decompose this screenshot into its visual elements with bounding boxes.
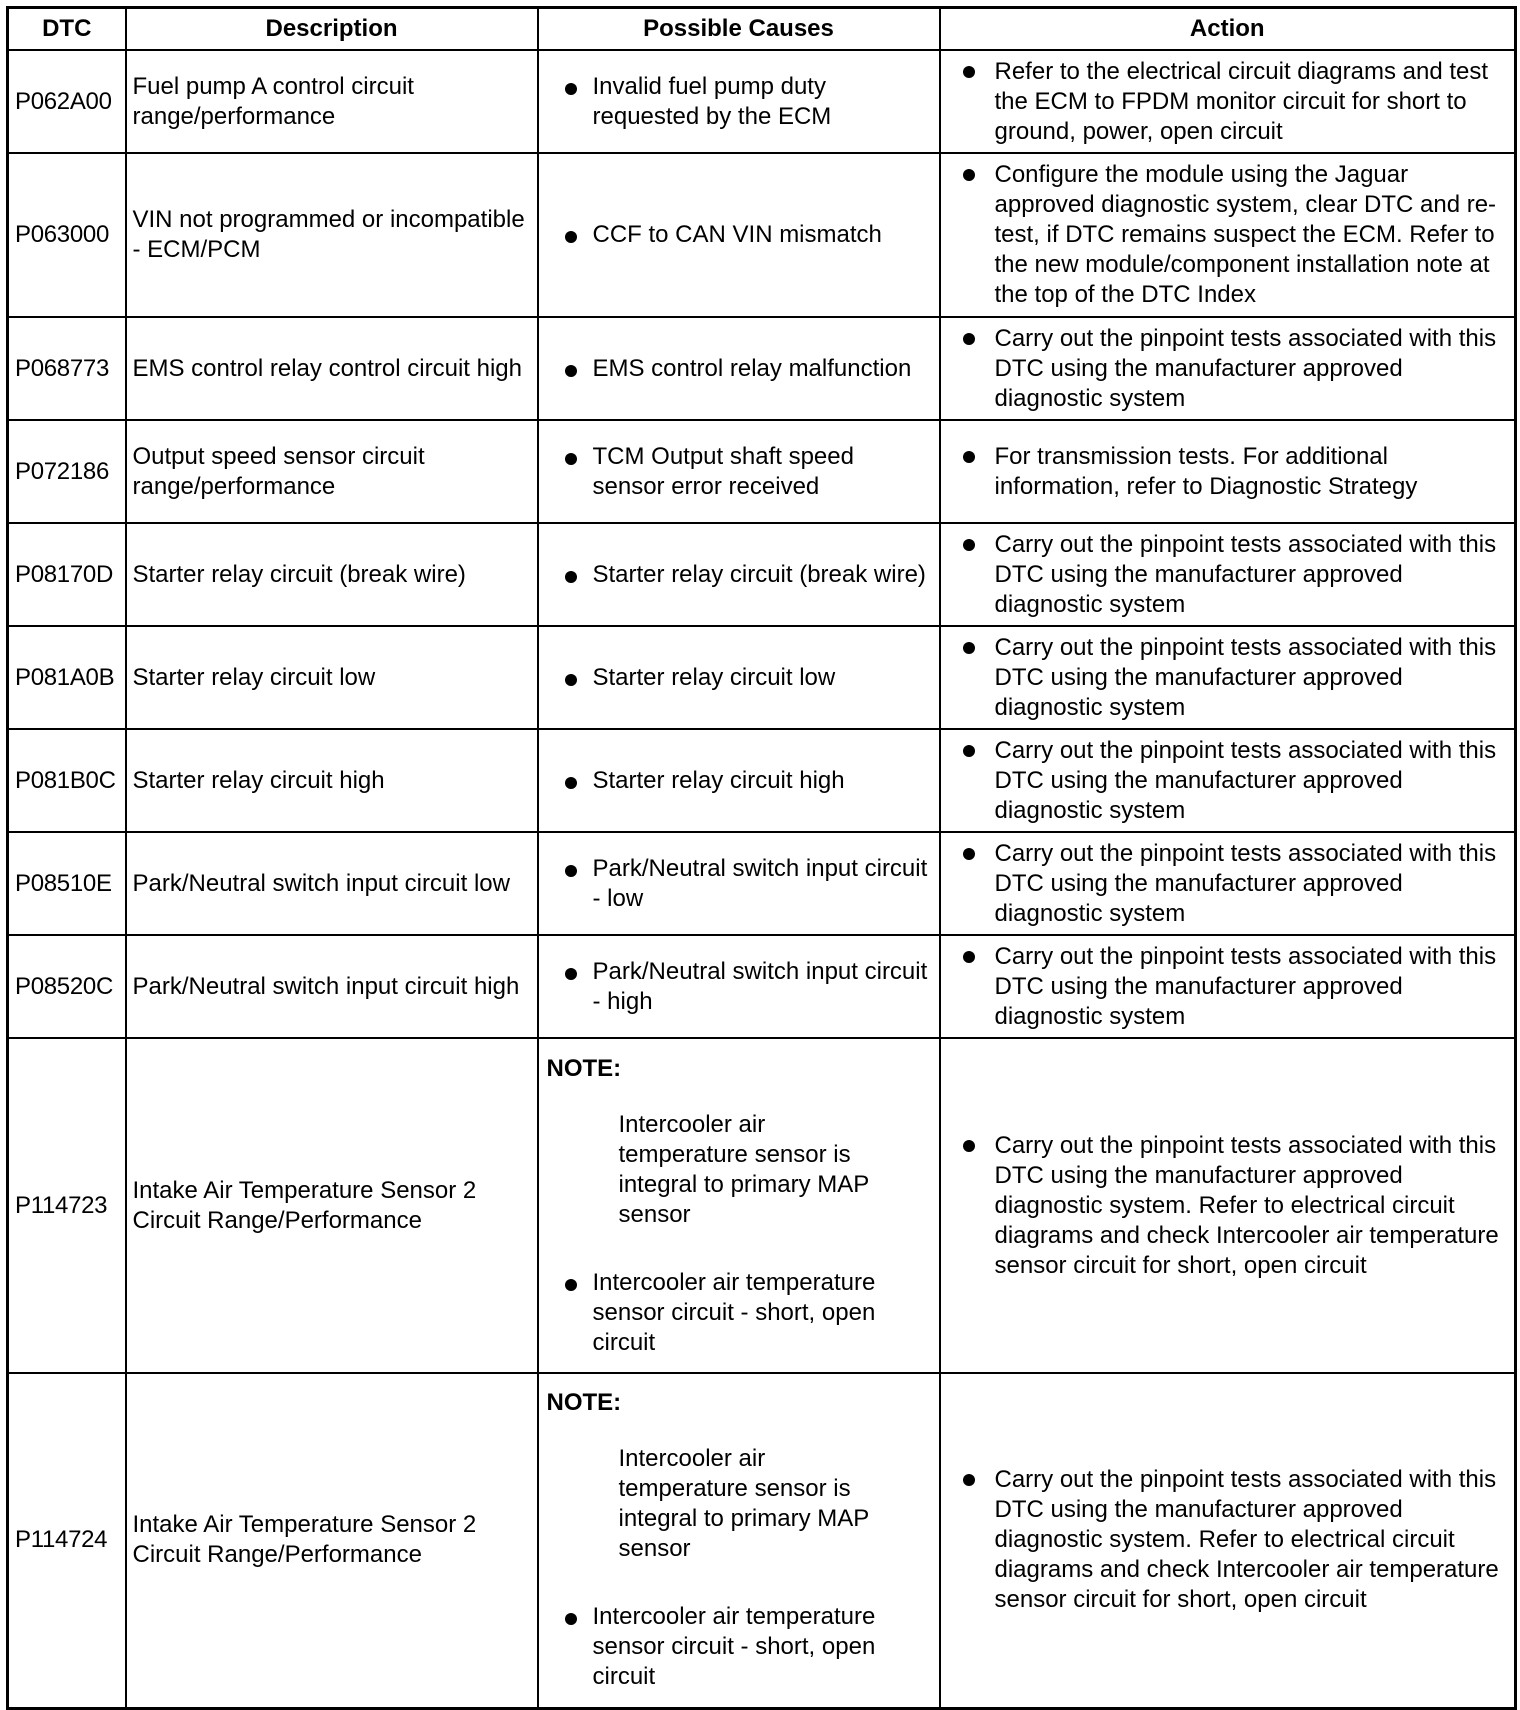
- note-text: Intercooler air temperature sensor is integral to primary MAP sensor: [618, 1445, 869, 1563]
- table-row: [8, 523, 1516, 626]
- dtc-description: Park/Neutral switch input circuit high: [126, 935, 538, 1038]
- table-row: [8, 935, 1516, 1038]
- dtc-description: Fuel pump A control circuit range/performance: [126, 50, 538, 153]
- possible-cause-cell: [538, 832, 940, 935]
- dtc-code: P08170D: [8, 523, 126, 626]
- action-cell: [940, 420, 1516, 523]
- action-cell: [940, 1038, 1516, 1373]
- action-cell: [940, 523, 1516, 626]
- action-cell: [940, 626, 1516, 729]
- possible-cause-cell: [538, 935, 940, 1038]
- table-header-row: [8, 8, 1516, 51]
- action-cell: [940, 832, 1516, 935]
- dtc-description: Intake Air Temperature Sensor 2 Circuit Range/Performance: [126, 1373, 538, 1708]
- possible-cause-cell: [538, 1038, 940, 1373]
- possible-cause-cell: [538, 626, 940, 729]
- possible-cause: TCM Output shaft speed sensor error received: [543, 442, 933, 502]
- dtc-description: Starter relay circuit (break wire): [126, 523, 538, 626]
- dtc-code: P114724: [8, 1373, 126, 1708]
- dtc-code: P114723: [8, 1038, 126, 1373]
- action-text: Carry out the pinpoint tests associated with this DTC using the manufacturer approved diagnostic system. Refer to electrical circuit diagrams and check Intercooler air temperature sensor circuit for short, open circuit: [963, 1465, 1513, 1615]
- possible-cause: Park/Neutral switch input circuit - low: [543, 854, 933, 914]
- header-dtc: DTC: [8, 8, 126, 51]
- action-cell: [940, 317, 1516, 420]
- dtc-description: Park/Neutral switch input circuit low: [126, 832, 538, 935]
- dtc-description: Starter relay circuit low: [126, 626, 538, 729]
- possible-cause-cell: [538, 317, 940, 420]
- dtc-code: P062A00: [8, 50, 126, 153]
- possible-cause-cell: [538, 1373, 940, 1708]
- possible-cause: Intercooler air temperature sensor circuit - short, open circuit: [543, 1602, 933, 1692]
- table-row: [8, 1038, 1516, 1373]
- action-text: Carry out the pinpoint tests associated with this DTC using the manufacturer approved diagnostic system: [963, 839, 1513, 929]
- action-cell: [940, 153, 1516, 317]
- possible-cause: Starter relay circuit (break wire): [543, 560, 933, 590]
- table-row: [8, 832, 1516, 935]
- possible-cause: Park/Neutral switch input circuit - high: [543, 957, 933, 1017]
- possible-cause: Starter relay circuit high: [543, 766, 933, 796]
- table-row: [8, 626, 1516, 729]
- note-label: NOTE:: [546, 1054, 622, 1082]
- dtc-code: P081B0C: [8, 729, 126, 832]
- action-text: Carry out the pinpoint tests associated with this DTC using the manufacturer approved diagnostic system: [963, 942, 1513, 1032]
- dtc-code: P08520C: [8, 935, 126, 1038]
- possible-cause-cell: [538, 153, 940, 317]
- dtc-table: [6, 6, 1517, 1710]
- note-text: Intercooler air temperature sensor is integral to primary MAP sensor: [618, 1110, 869, 1228]
- possible-cause: Starter relay circuit low: [543, 663, 933, 693]
- possible-cause-cell: [538, 50, 940, 153]
- possible-cause-cell: [538, 729, 940, 832]
- action-cell: [940, 50, 1516, 153]
- dtc-description: EMS control relay control circuit high: [126, 317, 538, 420]
- dtc-code: P081A0B: [8, 626, 126, 729]
- possible-cause: CCF to CAN VIN mismatch: [543, 220, 933, 250]
- dtc-code: P068773: [8, 317, 126, 420]
- action-text: Carry out the pinpoint tests associated with this DTC using the manufacturer approved diagnostic system: [963, 530, 1513, 620]
- header-action: Action: [940, 8, 1516, 51]
- action-text: Carry out the pinpoint tests associated with this DTC using the manufacturer approved diagnostic system. Refer to electrical circuit diagrams and check Intercooler air temperature sensor circuit for short, open circuit: [963, 1131, 1513, 1281]
- action-cell: [940, 729, 1516, 832]
- action-text: Carry out the pinpoint tests associated with this DTC using the manufacturer approved diagnostic system: [963, 736, 1513, 826]
- dtc-description: Intake Air Temperature Sensor 2 Circuit Range/Performance: [126, 1038, 538, 1373]
- table-row: [8, 50, 1516, 153]
- action-cell: [940, 935, 1516, 1038]
- dtc-description: Starter relay circuit high: [126, 729, 538, 832]
- note-label: NOTE:: [546, 1389, 622, 1417]
- dtc-description: Output speed sensor circuit range/performance: [126, 420, 538, 523]
- possible-cause: Intercooler air temperature sensor circuit - short, open circuit: [543, 1268, 933, 1358]
- possible-cause: Invalid fuel pump duty requested by the ECM: [543, 72, 933, 132]
- action-text: Carry out the pinpoint tests associated with this DTC using the manufacturer approved diagnostic system: [963, 324, 1513, 414]
- possible-cause: EMS control relay malfunction: [543, 354, 933, 384]
- table-row: [8, 420, 1516, 523]
- action-text: Refer to the electrical circuit diagrams and test the ECM to FPDM monitor circuit for short to ground, power, open circuit: [963, 57, 1513, 147]
- dtc-code: P072186: [8, 420, 126, 523]
- action-cell: [940, 1373, 1516, 1708]
- header-description: Description: [126, 8, 538, 51]
- table-row: [8, 153, 1516, 317]
- action-text: Configure the module using the Jaguar approved diagnostic system, clear DTC and re-test, if DTC remains suspect the ECM. Refer to the new module/component installation note at the top of the DTC Index: [963, 160, 1513, 310]
- dtc-code: P063000: [8, 153, 126, 317]
- table-row: [8, 317, 1516, 420]
- dtc-description: VIN not programmed or incompatible - ECM/PCM: [126, 153, 538, 317]
- action-text: For transmission tests. For additional information, refer to Diagnostic Strategy: [963, 442, 1513, 502]
- table-row: [8, 729, 1516, 832]
- action-text: Carry out the pinpoint tests associated with this DTC using the manufacturer approved diagnostic system: [963, 633, 1513, 723]
- possible-cause-cell: [538, 523, 940, 626]
- possible-cause-cell: [538, 420, 940, 523]
- header-possible-causes: Possible Causes: [538, 8, 940, 51]
- dtc-code: P08510E: [8, 832, 126, 935]
- table-row: [8, 1373, 1516, 1708]
